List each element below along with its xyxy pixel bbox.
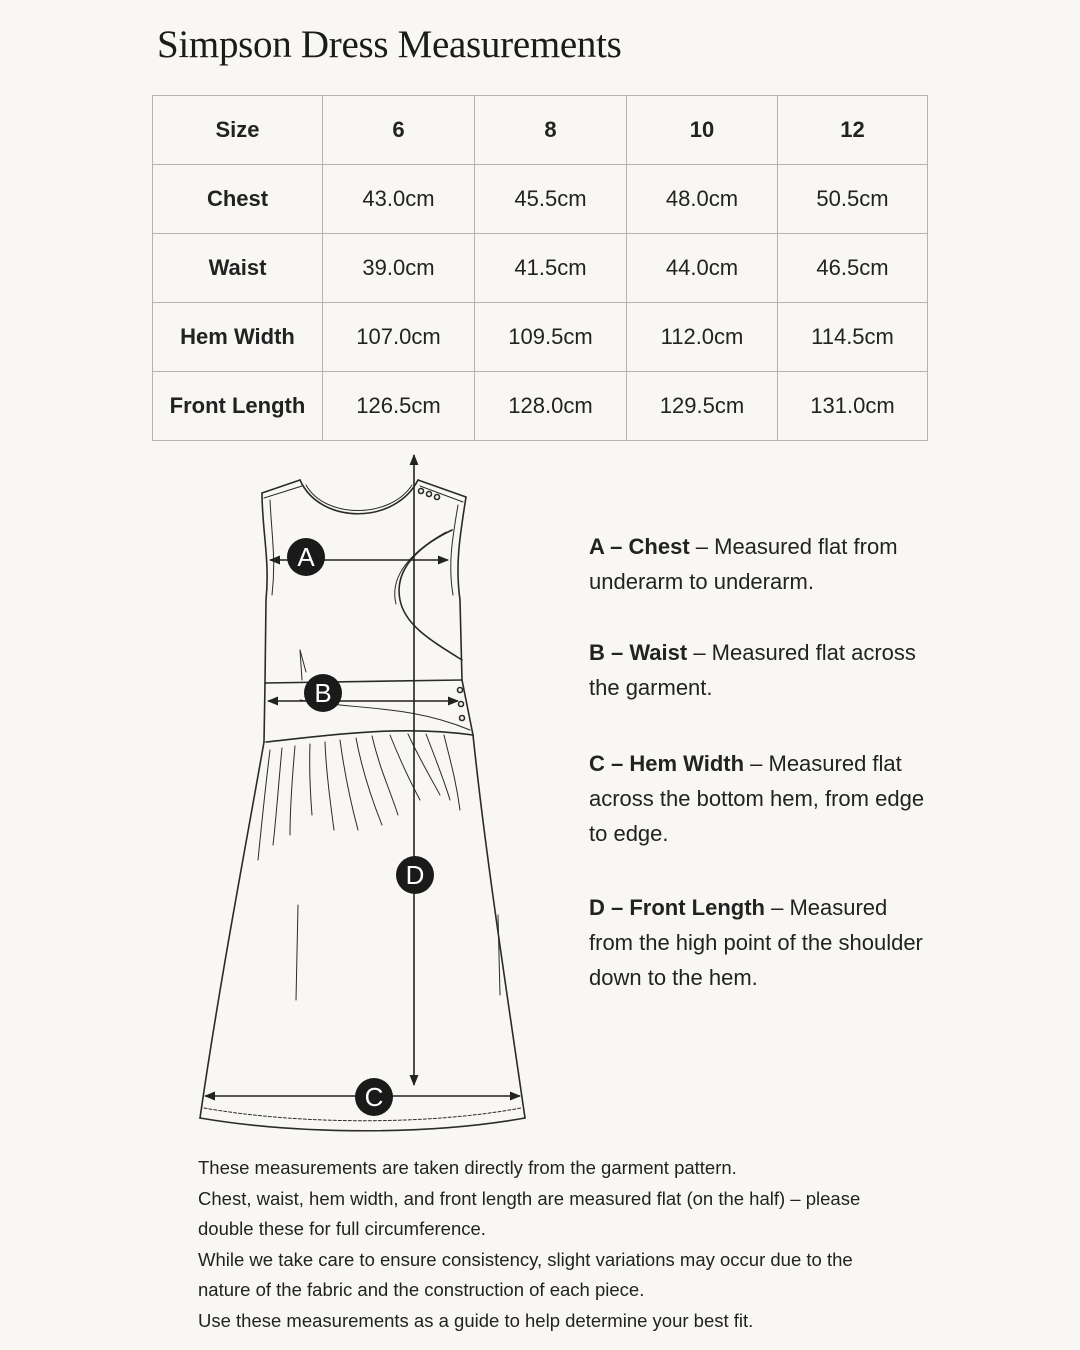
key-term: C – Hem Width [589, 751, 745, 776]
dress-technical-drawing [0, 440, 600, 1150]
svg-text:C: C [364, 1082, 384, 1112]
table-cell: 48.0cm [627, 165, 778, 234]
table-cell: 131.0cm [778, 372, 928, 441]
table-cell: 44.0cm [627, 234, 778, 303]
key-desc: – Measured from the high point of the shoulder down to the hem. [589, 895, 923, 990]
table-cell: 50.5cm [778, 165, 928, 234]
table-row-waist [153, 234, 928, 303]
svg-text:B: B [314, 678, 332, 708]
marker-d [396, 856, 434, 894]
table-cell: 39.0cm [323, 234, 475, 303]
table-cell: 45.5cm [475, 165, 627, 234]
table-row-front-length [153, 372, 928, 441]
svg-text:A: A [297, 542, 315, 572]
key-desc: – Measured flat across the bottom hem, from edge to edge. [589, 751, 925, 846]
header-cell-12: 12 [778, 96, 928, 165]
note-line: While we take care to ensure consistency, slight variations may occur due to the nature of the fabric and the construction of each piece. [198, 1248, 853, 1300]
header-cell-8: 8 [475, 96, 627, 165]
table-cell: 126.5cm [323, 372, 475, 441]
row-label-hem-width: Hem Width [153, 303, 323, 372]
key-term: D – Front Length [589, 895, 765, 920]
row-label-chest: Chest [153, 165, 323, 234]
table-cell: 107.0cm [323, 303, 475, 372]
row-label-waist: Waist [153, 234, 323, 303]
key-term: A – Chest [589, 534, 690, 559]
header-cell-10: 10 [627, 96, 778, 165]
key-chest [589, 529, 929, 599]
key-term: B – Waist [589, 640, 688, 665]
table-cell: 114.5cm [778, 303, 928, 372]
marker-a [287, 538, 325, 576]
header-cell-6: 6 [323, 96, 475, 165]
table-row-chest [153, 165, 928, 234]
row-label-front-length: Front Length [153, 372, 323, 441]
marker-b [304, 674, 342, 712]
header-cell-size: Size [153, 96, 323, 165]
svg-text:D: D [405, 860, 425, 890]
table-cell: 128.0cm [475, 372, 627, 441]
key-desc: – Measured flat across the garment. [589, 640, 916, 700]
key-desc: – Measured flat from underarm to underarm. [589, 534, 898, 594]
key-front-length [589, 890, 929, 995]
marker-c [355, 1078, 393, 1116]
page-title: Simpson Dress Measurements [157, 23, 622, 66]
table-cell: 109.5cm [475, 303, 627, 372]
size-measurement-table [152, 95, 928, 441]
dress-outline [200, 480, 525, 1131]
table-cell: 112.0cm [627, 303, 778, 372]
table-cell: 129.5cm [627, 372, 778, 441]
note-line: Use these measurements as a guide to help determine your best fit. [198, 1309, 754, 1331]
table-header-row [153, 96, 928, 165]
table-cell: 46.5cm [778, 234, 928, 303]
table-cell: 41.5cm [475, 234, 627, 303]
measurement-notes [198, 1153, 898, 1336]
key-hem-width [589, 746, 929, 851]
table-row-hem-width [153, 303, 928, 372]
note-line: Chest, waist, hem width, and front length are measured flat (on the half) – please double these for full circumference. [198, 1187, 861, 1239]
key-waist [589, 635, 929, 705]
table-cell: 43.0cm [323, 165, 475, 234]
note-line: These measurements are taken directly from the garment pattern. [198, 1157, 737, 1178]
